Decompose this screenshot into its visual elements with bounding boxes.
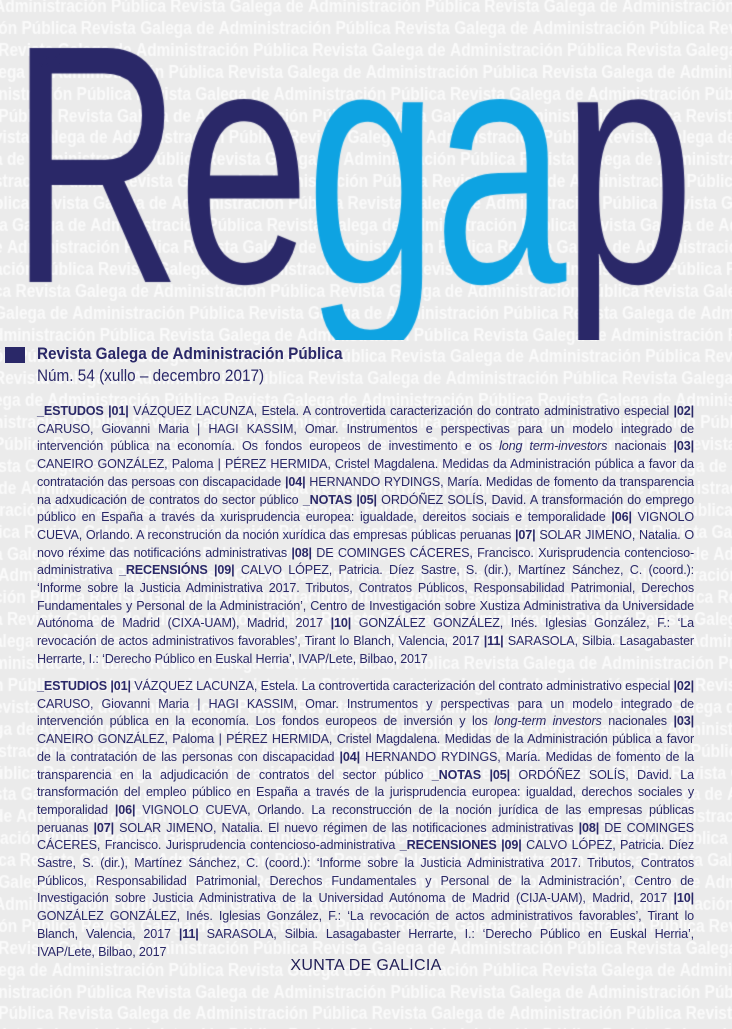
section-marker: |10|: [330, 616, 352, 631]
contents-text: GONZÁLEZ GONZÁLEZ, Inés. Iglesias González, F.: ‘La revocación de actos administrativos favorables’, Tirant lo Blanch, Valencia, 2017: [37, 616, 694, 649]
section-marker: |07|: [515, 527, 536, 542]
contents-text: DE COMINGES CÁCERES, Francisco. Xurisprudencia contencioso-administrativa: [37, 545, 694, 578]
section-marker: |10|: [673, 891, 694, 906]
contents-text: HERNANDO RYDINGS, María. Medidas de fomento da transparencia na adxudicación de contratos do sector público: [37, 474, 694, 507]
contents-text: DE COMINGES CÁCERES, Francisco. Jurisprudencia contencioso-administrativa: [37, 820, 694, 853]
section-marker: |03|: [673, 439, 695, 454]
section-marker: _ESTUDOS |01|: [37, 404, 129, 418]
section-marker: _RECENSIÓNS |09|: [118, 563, 235, 578]
section-marker: |11|: [483, 634, 504, 649]
journal-logo-title: [0, 0, 732, 340]
contents-text: CANEIRO GONZÁLEZ, Paloma | PÉREZ HERMIDA, Cristel Magdalena. Medidas da Administración pública a favor da contratación das persoas con discapacidade: [37, 457, 694, 489]
contents-text: nacionais: [607, 439, 674, 454]
contents-text: CALVO LÓPEZ, Patricia. Díez Sastre, S. (dir.), Martínez Sánchez, C. (coord.): ‘Informe sobre la Justicia Administrativa 2017. Tributos, Contratos Públicos, Responsabilidad Patrimonial, Derechos Fundamentales y Personal de la Administración’, Centro de Investigación sobre Justicia Administrativa de la Universidad Autónoma de Madrid (CIJA-UAM), Madrid, 2017: [37, 838, 694, 906]
section-marker: |07|: [93, 820, 114, 835]
contents-galician: [37, 403, 694, 669]
section-marker: |02|: [673, 404, 694, 418]
square-marker-icon: [5, 347, 25, 363]
section-marker: |04|: [285, 474, 306, 489]
contents-text: GONZÁLEZ GONZÁLEZ, Inés. Iglesias González, F.: ‘La revocación de actos administrativos favorables’, Tirant lo Blanch, Valencia, 2017: [37, 909, 694, 941]
section-marker: _NOTAS |05|: [302, 492, 377, 507]
contents-text: long term-investors: [499, 439, 608, 454]
contents-text: HERNANDO RYDINGS, María. Medidas de fomento de la transparencia en la adjudicación de contratos del sector público: [37, 749, 694, 782]
contents-text: nacionales: [601, 714, 674, 729]
section-marker: _ESTUDIOS |01|: [37, 679, 131, 693]
issue-number: 54: [38, 46, 65, 73]
contents-text: SARASOLA, Silbia. Lasagabaster Herrarte, I.: ‘Derecho Público en Euskal Herria’, IVAP/Lete, Bilbao, 2017: [37, 634, 694, 666]
journal-name: Revista Galega de Administración Pública: [37, 344, 343, 363]
contents-text: VIGNOLO CUEVA, Orlando. La reconstrucción de la noción jurídica de las empresas públicas peruanas: [37, 802, 695, 835]
contents-text: CALVO LÓPEZ, Patricia. Díez Sastre, S. (dir.), Martínez Sánchez, C. (coord.): ‘Informe sobre la Justicia Administrativa 2017. Tributos, Contratos Públicos, Responsabilidad Patrimonial, Derechos Fundamentales y Personal de la Administración’, Centro de Investigación sobre Xustiza Administrativa da Universidade Autónoma de Madrid (CIXA-UAM), Madrid, 2017: [37, 563, 694, 631]
contents-text: CARUSO, Giovanni Maria | HAGI KASSIM, Omar. Instrumentos e perspectivas para un modelo integrado de intervención pública na economía. Os fondos europeos de investimento e os: [37, 421, 694, 454]
section-marker: |04|: [339, 749, 360, 764]
section-marker: _NOTAS |05|: [431, 767, 510, 782]
section-marker: |06|: [114, 802, 136, 817]
section-marker: |03|: [673, 714, 694, 729]
contents-text: CANEIRO GONZÁLEZ, Paloma | PÉREZ HERMIDA, Cristel Magdalena. Medidas de la Administración pública a favor de la contratación de las personas con discapacidad: [37, 732, 694, 764]
contents-text: SOLAR JIMENO, Natalia. El nuevo régimen de las notificaciones administrativas: [113, 820, 579, 835]
contents-text: long-term investors: [494, 714, 602, 729]
contents-text: VÁZQUEZ LACUNZA, Estela. A controvertida caracterización do contrato administrativo especial: [128, 404, 674, 418]
contents-spanish: [37, 678, 694, 961]
contents-text: VÁZQUEZ LACUNZA, Estela. La controvertida caracterización del contrato administrativo especial: [130, 679, 674, 693]
section-marker: |08|: [578, 820, 600, 835]
issue-line: Núm. 54 (xullo – decembro 2017): [37, 366, 265, 385]
section-marker: |11|: [178, 926, 199, 941]
section-marker: |08|: [291, 545, 312, 560]
contents-text: VIGNOLO CUEVA, Orlando. A reconstrución da noción xurídica das empresas públicas peruanas: [37, 510, 694, 542]
section-marker: |02|: [673, 679, 694, 693]
contents-text: CARUSO, Giovanni Maria | HAGI KASSIM, Omar. Instrumentos y perspectivas para un modelo integrado de intervención pública en la economía. Los fondos europeos de inversión y los: [37, 696, 694, 729]
section-marker: _RECENSIONES |09|: [399, 838, 522, 853]
section-marker: |06|: [611, 510, 632, 525]
contents-text: ORDÓÑEZ SOLÍS, David. La transformación del empleo público en España a través de la jurisprudencia europea: igualdad, derechos sociales y temporalidad: [37, 767, 694, 817]
contents-text: SARASOLA, Silbia. Lasagabaster Herrarte, I.: ‘Derecho Público en Euskal Herria’, IVAP/Lete, Bilbao, 2017: [37, 926, 694, 959]
contents-text: ORDÓÑEZ SOLÍS, David. A transformación do emprego público en España a través da xurisprudencia europea: igualdade, dereitos sociais e temporalidade: [37, 492, 694, 525]
contents-text: SOLAR JIMENO, Natalia. O novo réxime das notificacións administrativas: [37, 527, 695, 560]
publisher-logo: XUNTA DE GALICIA: [290, 957, 442, 974]
